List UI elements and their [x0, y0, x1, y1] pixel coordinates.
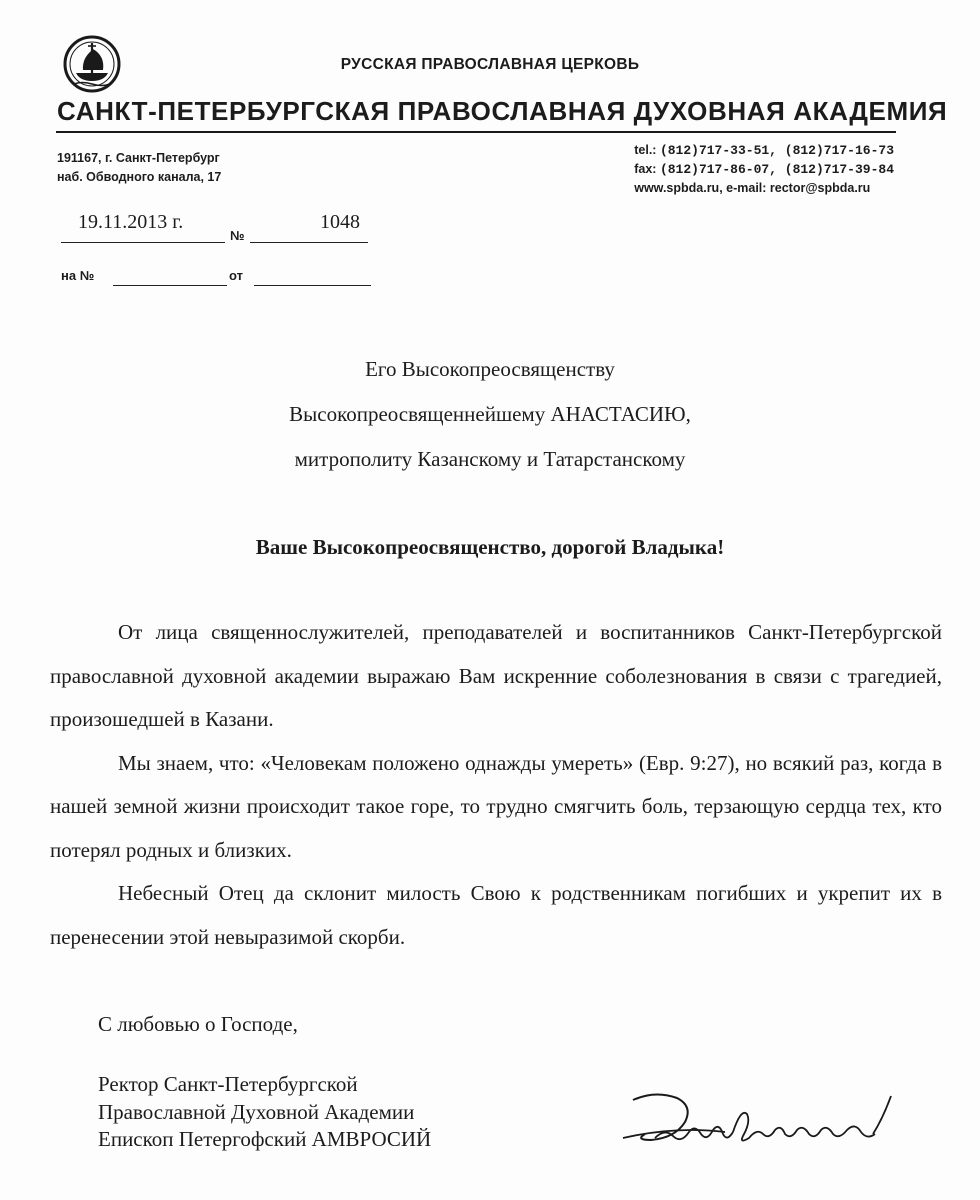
number-label: №: [230, 228, 245, 243]
date-underline: [61, 242, 225, 243]
registration-date: 19.11.2013 г.: [78, 211, 184, 233]
contact-info: [634, 141, 894, 197]
body-paragraph: От лица священнослужителей, преподавателей и воспитанников Санкт-Петербургской православной духовной академии выражаю Вам искренние соболезнования в связи с трагедией, произошедшей в Казани.: [50, 620, 942, 731]
fax-line: [634, 160, 894, 179]
addressee-line: Высокопреосвященнейшему АНАСТАСИЮ,: [289, 402, 691, 426]
signatory-block: [98, 1071, 431, 1154]
address-line: наб. Обводного канала, 17: [57, 170, 222, 184]
signatory-line: Ректор Санкт-Петербургской: [98, 1072, 358, 1096]
number-underline: [250, 242, 368, 243]
reference-date-line: [254, 285, 371, 286]
postal-address: [57, 149, 221, 187]
salutation: Ваше Высокопреосвященство, дорогой Владыка!: [255, 535, 725, 559]
phone-line: [634, 141, 894, 160]
registration-number: 1048: [320, 211, 360, 233]
fax-label: fax:: [634, 162, 657, 176]
phone-label: tel.:: [634, 143, 657, 157]
signatory-line: Православной Духовной Академии: [98, 1099, 415, 1124]
addressee-line: Его Высокопреосвященству: [365, 357, 615, 381]
address-line: 191167, г. Санкт-Петербург: [57, 151, 220, 165]
reference-number-label: на №: [61, 268, 95, 283]
phone-numbers: (812)717-33-51, (812)717-16-73: [659, 143, 894, 158]
body-paragraph: Мы знаем, что: «Человекам положено однажды умереть» (Евр. 9:27), но всякий раз, когда в нашей земной жизни происходит такое горе, то трудно смягчить боль, терзающую сердца тех, кто потерял родных и близких.: [50, 750, 942, 862]
fax-numbers: (812)717-86-07, (812)717-39-84: [659, 162, 894, 177]
letter-body: [50, 611, 942, 959]
body-paragraph: Небесный Отец да склонит милость Свою к родственникам погибших и укрепит их в перенесении этой невыразимой скорби.: [50, 881, 942, 949]
closing-phrase: С любовью о Господе,: [98, 1012, 298, 1036]
web-email: www.spbda.ru, e-mail: rector@spbda.ru: [634, 181, 871, 195]
reference-number-line: [113, 285, 227, 286]
academy-name: САНКТ-ПЕТЕРБУРГСКАЯ ПРАВОСЛАВНАЯ ДУХОВНАЯ АКАДЕМИЯ: [57, 96, 948, 126]
signatory-line: Епископ Петергофский АМВРОСИЙ: [98, 1127, 432, 1151]
church-name: РУССКАЯ ПРАВОСЛАВНАЯ ЦЕРКОВЬ: [340, 56, 640, 73]
reference-date-label: от: [229, 268, 243, 283]
letterhead-divider: [56, 131, 896, 133]
addressee-line: митрополиту Казанскому и Татарстанскому: [294, 447, 686, 471]
addressee-block: [0, 352, 980, 487]
handwritten-signature-icon: [615, 1078, 900, 1158]
